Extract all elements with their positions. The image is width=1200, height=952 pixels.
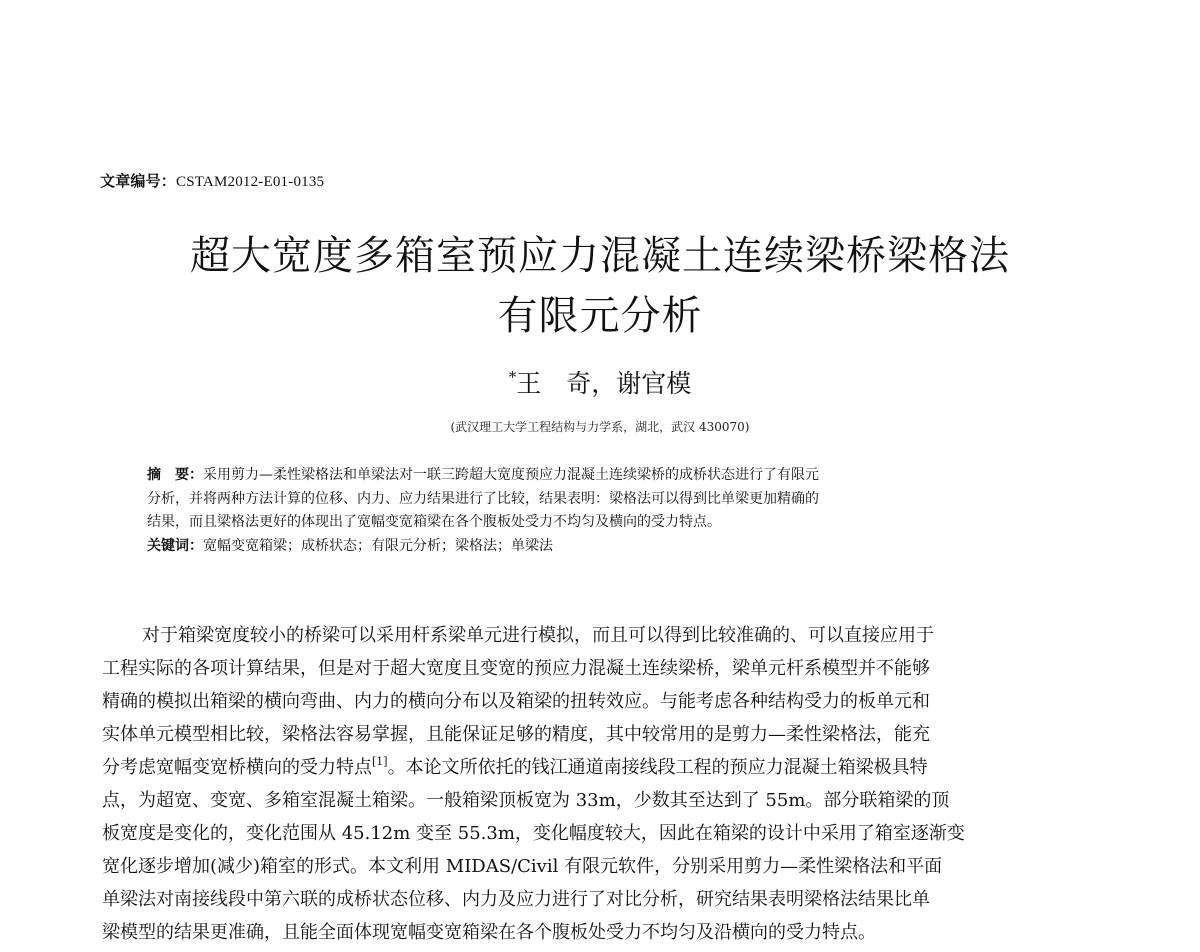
body-line (102, 619, 1082, 652)
body-line (102, 751, 1082, 784)
body-line (102, 883, 1082, 916)
paper-title-line-1: 超大宽度多箱室预应力混凝土连续梁桥梁格法 (190, 233, 1010, 279)
corresponding-author-mark: * (508, 368, 517, 386)
body-line-9: 单梁法对南接线段中第六联的成桥状态位移、内力及应力进行了对比分析，研究结果表明梁格法结果比单 (102, 889, 930, 910)
article-id (100, 170, 324, 191)
keywords-label: 关键词： (147, 537, 203, 554)
author-second: 谢官模 (616, 369, 692, 398)
body-line (102, 685, 1082, 718)
body-line (102, 916, 1082, 949)
body-line (102, 784, 1082, 817)
body-line (102, 817, 1082, 850)
abstract-text-line-2: 分析，并将两种方法计算的位移、内力、应力结果进行了比较，结果表明：梁格法可以得到比单梁更加精确的 (147, 490, 819, 507)
article-id-label: 文章编号： (100, 172, 177, 190)
body-line-7: 板宽度是变化的，变化范围从 45.12m 变至 55.3m，变化幅度较大，因此在箱梁的设计中采用了箱室逐渐变 (102, 823, 965, 844)
authors (0, 364, 1200, 400)
body-line (102, 718, 1082, 751)
abstract-line (147, 464, 1067, 488)
body-line-4: 实体单元模型相比较，梁格法容易掌握，且能保证足够的精度，其中较常用的是剪力—柔性梁格法，能充 (102, 724, 930, 745)
abstract-section (147, 464, 1067, 558)
body-paragraph (102, 619, 1082, 949)
body-line-8: 宽化逐步增加(减少)箱室的形式。本文利用 MIDAS/Civil 有限元软件，分别采用剪力—柔性梁格法和平面 (102, 856, 943, 877)
abstract-line (147, 488, 1067, 512)
article-id-value: CSTAM2012-E01-0135 (176, 174, 325, 190)
keywords-line (147, 535, 1067, 559)
abstract-text-line-3: 结果，而且梁格法更好的体现出了宽幅变宽箱梁在各个腹板处受力不均匀及横向的受力特点。 (147, 514, 721, 530)
affiliation: (武汉理工大学工程结构与力学系，湖北，武汉 430070) (450, 420, 750, 434)
body-line-5-start: 分考虑宽幅变宽桥横向的受力特点 (102, 757, 372, 778)
paper-title-line-2: 有限元分析 (497, 293, 703, 339)
body-line-6: 点，为超宽、变宽、多箱室混凝土箱梁。一般箱梁顶板宽为 33m，少数其至达到了 55m。部分联箱梁的顶 (102, 790, 950, 811)
keywords-text: 宽幅变宽箱梁；成桥状态；有限元分析；梁格法；单梁法 (203, 537, 553, 554)
body-line-2: 工程实际的各项计算结果，但是对于超大宽度且变宽的预应力混凝土连续梁桥，梁单元杆系模型并不能够 (102, 658, 930, 679)
body-line-5-end: 。本论文所依托的钱江通道南接线段工程的预应力混凝土箱梁极具特 (387, 757, 928, 778)
reference-citation: [1] (372, 755, 388, 768)
body-line-1: 对于箱梁宽度较小的桥梁可以采用杆系梁单元进行模拟，而且可以得到比较准确的、可以直接应用于 (142, 625, 934, 646)
body-line-3: 精确的模拟出箱梁的横向弯曲、内力的横向分布以及箱梁的扭转效应。与能考虑各种结构受力的板单元和 (102, 691, 930, 712)
abstract-label: 摘 要： (147, 467, 203, 483)
body-line (102, 850, 1082, 883)
body-line (102, 652, 1082, 685)
abstract-line (147, 511, 1067, 535)
abstract-text-line-1: 采用剪力—柔性梁格法和单梁法对一联三跨超大宽度预应力混凝土连续梁桥的成桥状态进行了有限元 (203, 467, 819, 483)
author-first: 王 奇， (516, 369, 617, 398)
body-line-10: 梁模型的结果更准确，且能全面体现宽幅变宽箱梁在各个腹板处受力不均匀及沿横向的受力特点。 (102, 922, 876, 943)
